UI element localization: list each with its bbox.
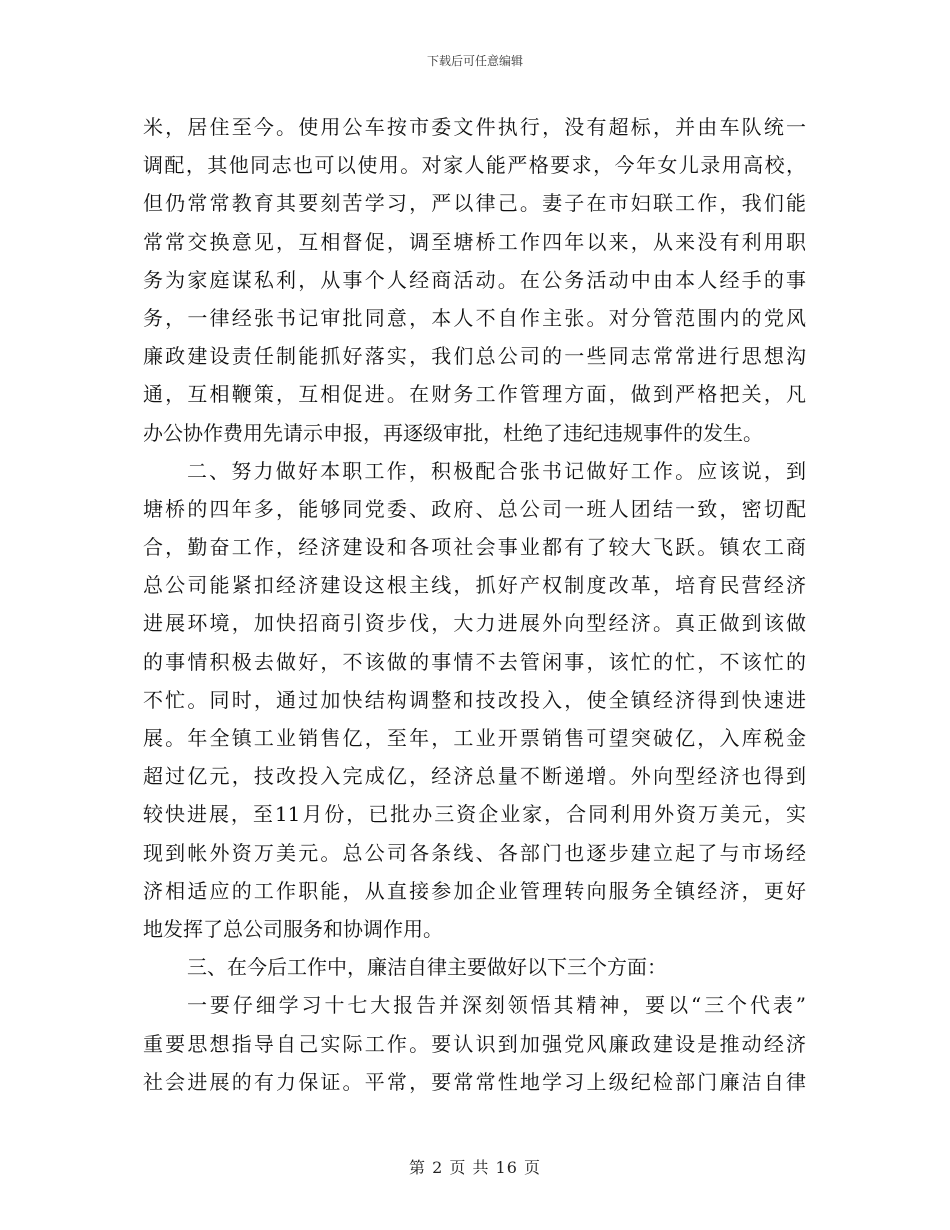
text-line: 米，居住至今。使用公车按市委文件执行，没有超标，并由车队统一 [143,115,806,139]
document-body [143,108,806,1101]
text-line: 现到帐外资万美元。总公司各条线、各部门也逐步建立起了与市场经 [143,840,806,865]
text-line: 常常交换意见，互相督促，调至塘桥工作四年以来，从来没有利用职 [143,229,806,254]
text-line: 务，一律经张书记审批同意，本人不自作主张。对分管范围内的党风 [143,305,806,330]
text-line: 的事情积极去做好，不该做的事情不去管闲事，该忙的忙，不该忙的 [143,649,806,674]
text-line: 济相适应的工作职能，从直接参加企业管理转向服务全镇经济，更好 [143,878,806,903]
text-line: 不忙。同时，通过加快结构调整和技改投入，使全镇经济得到快速进 [143,687,806,712]
text-line: 调配，其他同志也可以使用。对家人能严格要求，今年女儿录用高校， [143,153,806,178]
text-line: 社会进展的有力保证。平常，要常常性地学习上级纪检部门廉洁自律 [143,1069,806,1094]
page-header-note: 下载后可任意编辑 [426,54,523,68]
text-line: 合，勤奋工作，经济建设和各项社会事业都有了较大飞跃。镇农工商 [143,535,806,560]
text-line: 三、在今后工作中，廉洁自律主要做好以下三个方面： [187,955,667,980]
text-line: 地发挥了总公司服务和协调作用。 [143,916,443,941]
text-line: 塘桥的四年多，能够同党委、政府、总公司一班人团结一致，密切配 [143,496,806,521]
page-number-footer: 第 2 页 共 16 页 [409,1158,541,1177]
text-line: 务为家庭谋私利，从事个人经商活动。在公务活动中由本人经手的事 [143,267,806,292]
text-line: 重要思想指导自己实际工作。要认识到加强党风廉政建设是推动经济 [143,1031,806,1056]
text-line: 通，互相鞭策，互相促进。在财务工作管理方面，做到严格把关，凡 [143,382,806,407]
text-line: 二、努力做好本职工作，积极配合张书记做好工作。应该说，到 [187,458,806,483]
text-line: 一要仔细学习十七大报告并深刻领悟其精神，要以“三个代表” [187,993,806,1018]
text-line: 廉政建设责任制能抓好落实，我们总公司的一些同志常常进行思想沟 [143,344,806,369]
text-line: 但仍常常教育其要刻苦学习，严以律己。妻子在市妇联工作，我们能 [143,191,806,216]
text-line: 办公协作费用先请示申报，再逐级审批，杜绝了违纪违规事件的发生。 [143,420,763,445]
text-line: 进展环境，加快招商引资步伐，大力进展外向型经济。真正做到该做 [143,611,806,636]
text-line: 展。年全镇工业销售亿，至年，工业开票销售可望突破亿，入库税金 [143,726,806,750]
text-line: 总公司能紧扣经济建设这根主线，抓好产权制度改革，培育民营经济 [143,573,806,598]
text-line: 超过亿元，技改投入完成亿，经济总量不断递增。外向型经济也得到 [143,764,806,789]
text-line: 较快进展，至11月份，已批办三资企业家，合同利用外资万美元，实 [143,802,806,827]
